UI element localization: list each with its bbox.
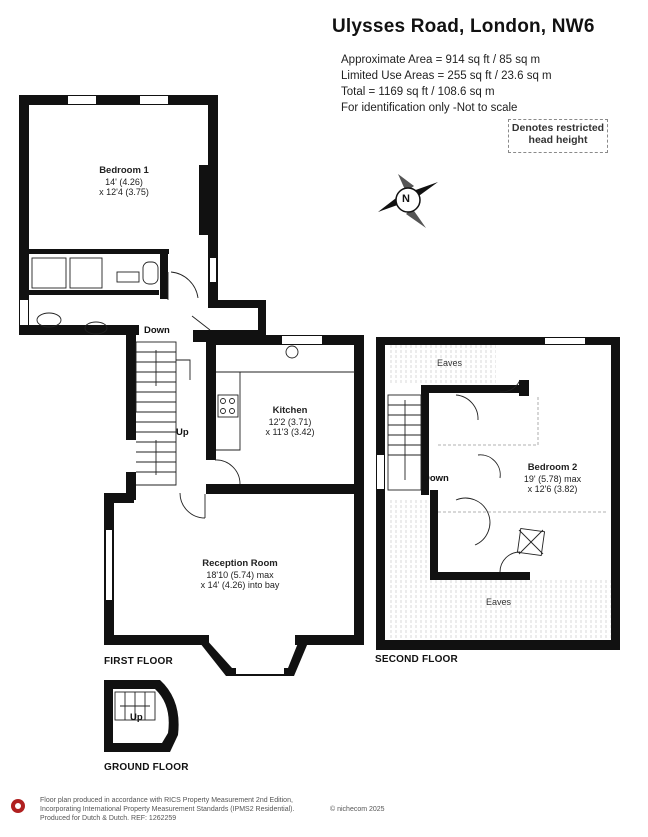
room-reception (180, 559, 300, 591)
stair-label-ground-up: Up (130, 712, 143, 723)
page-title: Ulysses Road, London, NW6 (332, 16, 595, 37)
room-dim: x 12'4 (3.75) (99, 187, 149, 197)
room-dim: 18'10 (5.74) max (206, 569, 274, 580)
room-dim: 14' (4.26) (105, 176, 143, 187)
footer-line-2: Incorporating International Property Measurement Standards (IPMS2 Residential). (40, 806, 295, 813)
compass-letter: N (402, 193, 410, 205)
room-kitchen (250, 406, 330, 438)
room-name: Reception Room (202, 558, 278, 569)
first-floor-fixtures (32, 258, 355, 518)
room-name: Bedroom 2 (527, 462, 578, 473)
footer-line-3: Produced for Dutch & Dutch. REF: 1262259 (40, 815, 177, 822)
nichecom-logo-icon (11, 799, 25, 813)
room-dim: x 11'3 (3.42) (265, 427, 315, 437)
room-bedroom-1 (74, 166, 174, 198)
room-dim: 12'2 (3.71) (268, 416, 312, 427)
stair-label-second-down: Down (423, 473, 449, 484)
eaves-label-bottom: Eaves (486, 597, 512, 607)
floor-label-first: FIRST FLOOR (104, 656, 173, 667)
eaves-label-top: Eaves (437, 358, 463, 368)
room-dim: 19' (5.78) max (523, 473, 582, 484)
footer-line-1: Floor plan produced in accordance with RICS Property Measurement 2nd Edition, (40, 797, 293, 804)
info-limited-use: Limited Use Areas = 255 sq ft / 23.6 sq m (341, 70, 552, 82)
stair-label-first-up: Up (176, 427, 189, 438)
room-name: Kitchen (272, 405, 308, 416)
info-approx-area: Approximate Area = 914 sq ft / 85 sq m (341, 54, 541, 66)
room-bedroom-2 (510, 463, 595, 495)
room-dim: x 14' (4.26) into bay (200, 580, 280, 590)
floor-label-second: SECOND FLOOR (375, 654, 458, 665)
info-total: Total = 1169 sq ft / 108.6 sq m (341, 86, 495, 98)
footer-copyright: © nichecom 2025 (330, 806, 385, 813)
restricted-height-note: Denotes restricted head height (511, 122, 605, 146)
room-name: Bedroom 1 (99, 165, 149, 176)
floor-label-ground: GROUND FLOOR (104, 762, 189, 773)
info-disclaimer: For identification only -Not to scale (341, 102, 518, 114)
stair-label-first-down: Down (144, 325, 170, 336)
room-dim: x 12'6 (3.82) (527, 484, 578, 494)
